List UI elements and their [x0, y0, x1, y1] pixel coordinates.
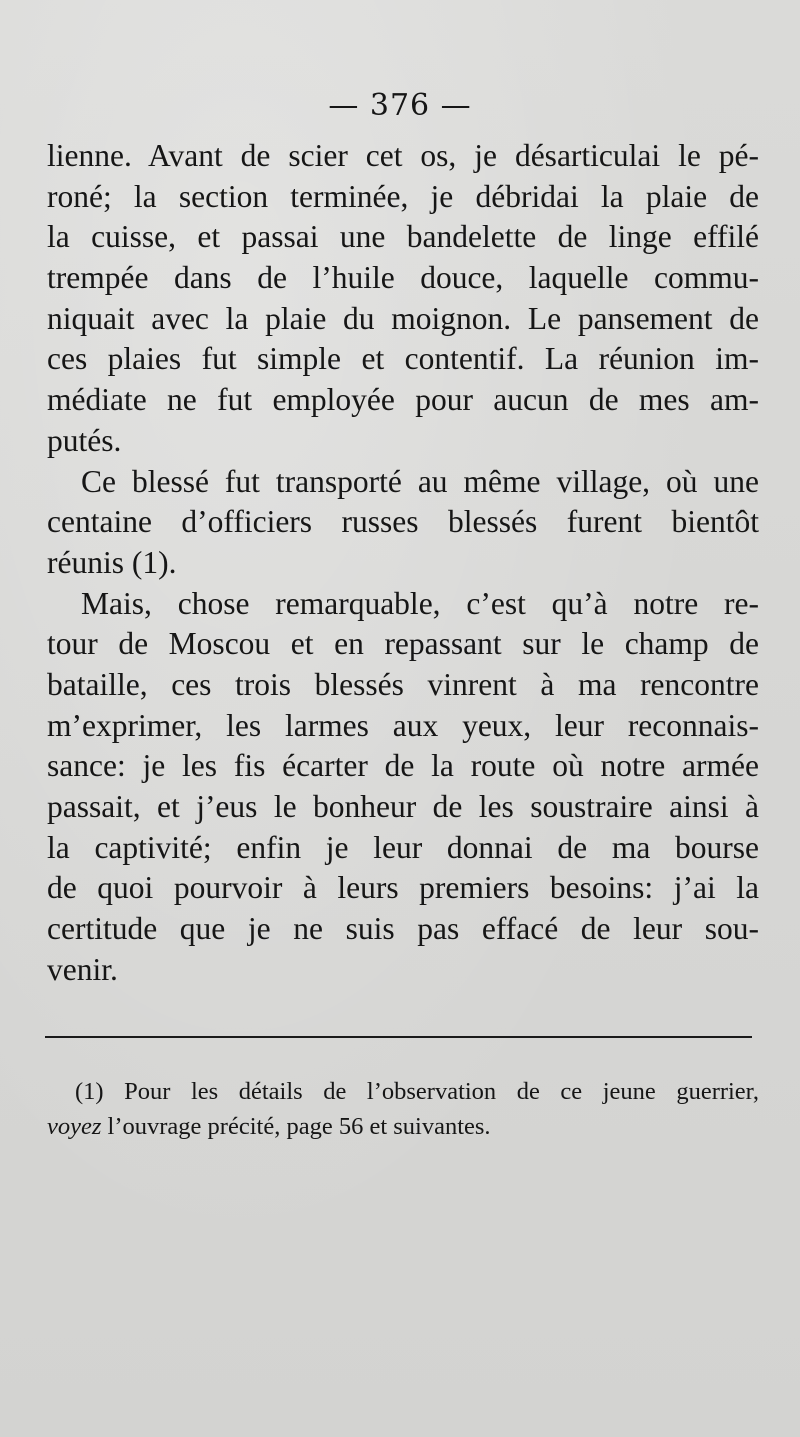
footnote-divider	[45, 1036, 752, 1038]
footnote-italic-word: voyez	[47, 1113, 102, 1140]
text-line: médiate ne fut employée pour aucun de mes am-	[47, 382, 759, 418]
text-line: bataille, ces trois blessés vinrent à ma rencontre	[47, 666, 759, 702]
text-line: la captivité; enfin je leur donnai de ma bourse	[47, 829, 759, 865]
text-line: tour de Moscou et en repassant sur le champ de	[47, 626, 759, 662]
text-line: trempée dans de l’huile douce, laquelle commu-	[47, 260, 759, 296]
text-line: certitude que je ne suis pas effacé de leur sou-	[47, 911, 759, 947]
footnote-line: (1) Pour les détails de l’observation de ce jeune guerrier,	[75, 1078, 759, 1105]
text-line: ces plaies fut simple et contentif. La réunion im-	[47, 341, 759, 377]
page-number: — 376 —	[328, 88, 472, 123]
text-line: centaine d’officiers russes blessés furent bientôt	[47, 504, 759, 540]
text-line: niquait avec la plaie du moignon. Le pansement de	[47, 300, 759, 336]
text-line: venir.	[47, 951, 118, 987]
body-text	[47, 136, 759, 990]
text-line: putés.	[47, 422, 122, 458]
text-line: la cuisse, et passai une bandelette de linge effilé	[47, 219, 759, 255]
text-line: Ce blessé fut transporté au même village, où une	[81, 463, 759, 499]
text-line: roné; la section terminée, je débridai la plaie de	[47, 178, 759, 214]
footnote-line-rest: l’ouvrage précité, page 56 et suivantes.	[101, 1113, 491, 1140]
text-line: m’exprimer, les larmes aux yeux, leur reconnais-	[47, 707, 759, 743]
text-line: lienne. Avant de scier cet os, je désarticulai le pé-	[47, 138, 759, 173]
text-line: de quoi pourvoir à leurs premiers besoins: j’ai la	[47, 870, 759, 906]
text-line: passait, et j’eus le bonheur de les soustraire ainsi à	[47, 789, 759, 824]
footnote	[47, 1074, 759, 1144]
text-line: Mais, chose remarquable, c’est qu’à notre re-	[81, 585, 759, 621]
text-line: réunis (1).	[47, 544, 177, 580]
footnote-line	[47, 1109, 759, 1144]
text-line: sance: je les fis écarter de la route où notre armée	[47, 748, 759, 784]
